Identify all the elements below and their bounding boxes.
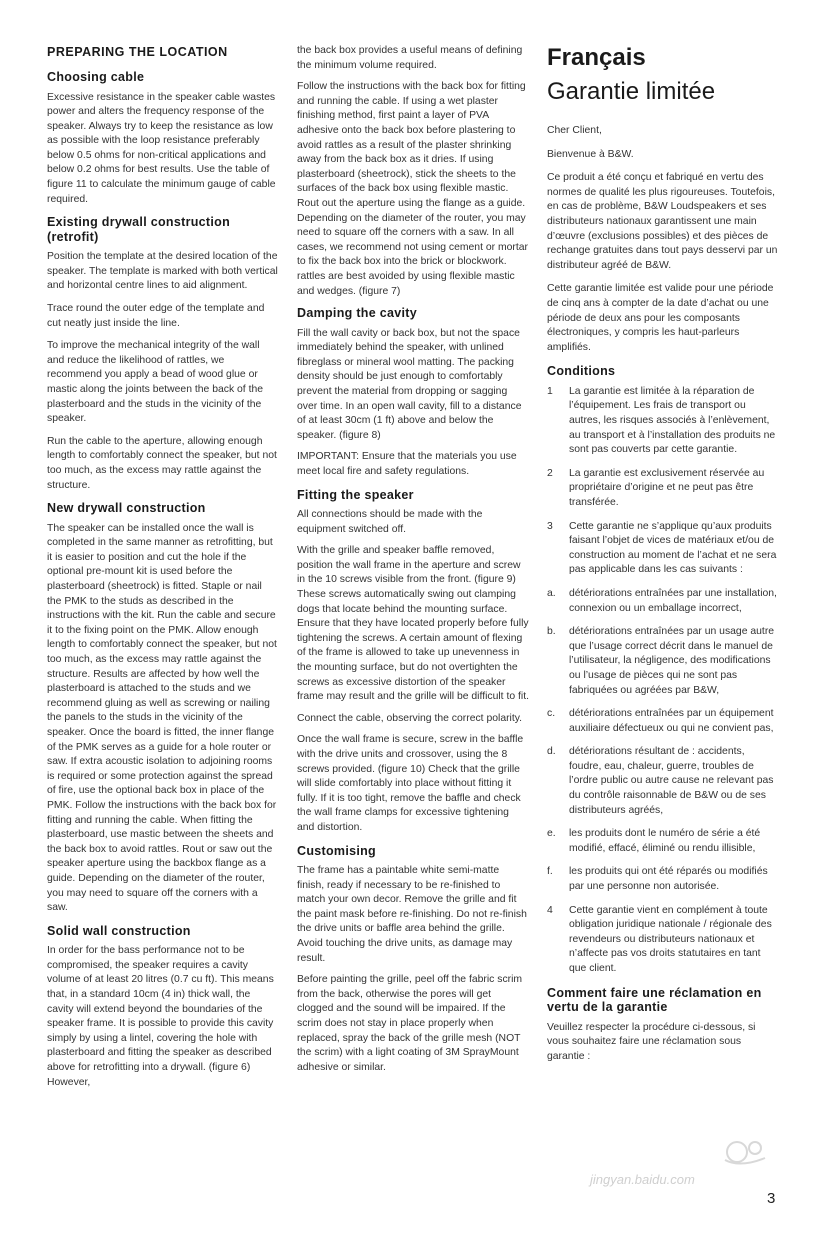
condition-item xyxy=(547,827,779,856)
column-english-middle xyxy=(297,44,529,1083)
condition-marker: 4 xyxy=(547,904,553,916)
section xyxy=(47,70,279,207)
section xyxy=(297,844,529,1076)
section-title: Solid wall construction xyxy=(47,923,191,938)
condition-text: Cette garantie ne s’applique qu’aux produits faisant l’objet de vices de matériaux et/ou de construction au moment de l’achat et ne sera pas applicable dans les cas suivants : xyxy=(569,520,777,576)
paragraph: the back box provides a useful means of defining the minimum volume required. xyxy=(297,45,523,71)
section-title: Existing drywall construction (retrofit) xyxy=(47,215,231,244)
section-title: Choosing cable xyxy=(47,70,145,84)
condition-text: détériorations résultant de : accidents, foudre, eau, chaleur, guerre, troubles de l’ordre public ou autre cause ne relevant pas du contrôle raisonnable de B&W ou de ses distributeurs agréés, xyxy=(569,746,774,816)
column-french xyxy=(547,44,779,1073)
section xyxy=(297,488,529,836)
paragraph: Excessive resistance in the speaker cable wastes power and alters the frequency response of the speaker. Always try to keep the resistance as low as possible with the loop resistance preferably below 0.5 ohms for non-critical applications and below 0.2 ohms for best results. Use the table of figure 11 to calculate the minimum gauge of cable required. xyxy=(47,91,276,205)
condition-marker: a. xyxy=(547,587,556,599)
section xyxy=(47,215,279,493)
condition-item xyxy=(547,467,779,511)
condition-text: détériorations entraînées par un équipement auxiliaire défectueux ou qui ne convient pas, xyxy=(569,708,774,734)
paragraph: To improve the mechanical integrity of the wall and reduce the likelihood of rattles, we recommend you apply a bead of wood glue or mastic along the joints between the back of the plasterboard and the studs in the vicinity of the speaker. xyxy=(47,340,264,425)
baidu-watermark-logo xyxy=(605,1130,775,1170)
claim-text: Veuillez respecter la procédure ci-dessous, si vous souhaitez faire une réclamation sous garantie : xyxy=(547,1021,756,1062)
paragraph: Cette garantie limitée est valide pour une période de cinq ans à compter de la date d’achat ou une période de deux ans pour les composants électroniques, y compris les haut-parleurs amplifiés. xyxy=(547,283,774,353)
paragraph: All connections should be made with the equipment switched off. xyxy=(297,509,483,535)
page-number: 3 xyxy=(767,1190,776,1207)
condition-item xyxy=(547,385,779,458)
condition-item xyxy=(547,904,779,977)
paragraph: The frame has a paintable white semi-matte finish, ready if necessary to be re-finished to match your own decor. Remove the grille and fit the paint mask before re-finishing. Do not re-finish the drive units or baffle area behind the grille. Avoid touching the drive units, as damage may result. xyxy=(297,865,527,964)
paragraph: Run the cable to the aperture, allowing enough length to comfortably connect the speaker, but not too much, as the excess may rattle against the structure. xyxy=(47,435,277,491)
condition-marker: f. xyxy=(547,866,553,878)
section-title: Fitting the speaker xyxy=(297,487,414,502)
paragraph: Trace round the outer edge of the template and cut neatly just inside the line. xyxy=(47,303,265,329)
paragraph: Bienvenue à B&W. xyxy=(547,148,634,160)
condition-text: La garantie est exclusivement réservée au propriétaire d’origine et ne peut pas être transférée. xyxy=(569,467,765,508)
condition-text: Cette garantie vient en complément à toute obligation juridique nationale / régionale des revendeurs ou distributeurs nationaux et n’affecte pas vos droits statutaires en tant que client. xyxy=(569,904,772,974)
paragraph: Fill the wall cavity or back box, but not the space immediately behind the speaker, with unlined fibreglass or mineral wool matting. The packing density should be just enough to comfortably prevent the material from dropping or sagging over time. In an open wall cavity, fill to a distance of at least 30cm (1 ft) above and below the speaker. (figure 8) xyxy=(297,327,522,441)
watermark-site-text: jingyan.baidu.com xyxy=(590,1172,695,1187)
paragraph: With the grille and speaker baffle removed, position the wall frame in the aperture and screw in the 10 screws visible from the front. (figure 9) These screws automatically swing out clamping dogs that locate behind the mounting surface. Ensure that they have located properly before fully tightening the screws. A certain amount of flexing of the frame is allowed to take up unevenness in the mounting surface, but do not overtighten the screws as excessive distortion of the speaker frame may result and the grille will be difficult to fit. xyxy=(297,545,529,703)
paragraph: Ce produit a été conçu et fabriqué en vertu des normes de qualité les plus rigoureuses. Toutefois, en cas de problème, B&W Loudspeakers et ses distributeurs nationaux garantissent une main d’œuvre (exclusions possibles) et des pièces de rechange gratuites dans tout pays desservi par un distributeur agréé de B&W. xyxy=(547,172,778,271)
condition-marker: e. xyxy=(547,828,556,840)
condition-item xyxy=(547,707,779,736)
section xyxy=(297,306,529,479)
condition-marker: 3 xyxy=(547,520,553,532)
condition-text: détériorations entraînées par une installation, connexion ou un emballage incorrect, xyxy=(569,587,777,614)
condition-text: La garantie est limitée à la réparation de l’équipement. Les frais de transport ou autres, les risques associés à l’enlèvement, au transport et à l’installation des produits ne sont pas couverts par cette garantie. xyxy=(569,385,776,456)
paragraph: The speaker can be installed once the wall is completed in the same manner as retrofitting, but it is easier to position and cut the hole if the optional pre-mount kit is used before the plasterboard (sheetrock) is fitted. Staple or nail the PMK to the studs as described in the instructions with the kit. Run the cable and secure it to the fixing point on the PMK. Allow enough length to comfortably connect the speaker, but not too much, as the excess may rattle against the structure. Results are affected by how well the plasterboard is attached to the studs and we recommend gluing as well as screwing or nailing the panels to the studs in the vicinity of the speaker. Once the board is fitted, the inner flange of the PMK serves as a guide for a hole router or saw. If extra acoustic isolation to adjoining rooms is required or some protection against the spread of fire, use the optional back box in place of the PMK. Follow the instructions with the back box for fitting and running the cable. When fitting the plasterboard, use mastic between the sheets and the back box to avoid rattles. Rout or saw out the speaker aperture using the backbox flange as a guide. Depending on the diameter of the router, you may need to square off the corners with a saw. xyxy=(47,522,277,914)
condition-marker: b. xyxy=(547,626,556,638)
paragraph: IMPORTANT: Ensure that the materials you use meet local fire and safety regulations. xyxy=(297,451,517,477)
section-title: New drywall construction xyxy=(47,501,206,516)
condition-marker: 2 xyxy=(547,467,553,479)
section-heading: PREPARING THE LOCATION xyxy=(47,45,228,59)
claim-heading: Comment faire une réclamation en vertu de la garantie xyxy=(547,985,762,1015)
warranty-title: Garantie limitée xyxy=(547,78,716,105)
condition-marker: c. xyxy=(547,708,556,720)
paragraph: Position the template at the desired location of the speaker. The template is marked with both vertical and horizontal centre lines to aid alignment. xyxy=(47,251,278,292)
language-title: Français xyxy=(547,44,646,71)
condition-item xyxy=(547,745,779,818)
paragraph: Once the wall frame is secure, screw in the baffle with the drive units and crossover, using the 8 screws provided. (figure 10) Check that the grille will slide comfortably into place without fitting it fully. If it is too tight, remove the baffle and check the wall frame clamps for excessive tightening and distortion. xyxy=(297,734,524,833)
section-title: Customising xyxy=(297,843,376,858)
condition-text: les produits dont le numéro de série a été modifié, effacé, éliminé ou rendu illisible, xyxy=(569,828,761,854)
column-english-left xyxy=(47,44,279,1098)
condition-item xyxy=(547,625,779,698)
condition-marker: d. xyxy=(547,746,556,758)
condition-item xyxy=(547,587,779,616)
section xyxy=(47,924,279,1090)
paragraph: In order for the bass performance not to be compromised, the speaker requires a cavity volume of at least 20 litres (0.7 cu ft). This means that, in a standard 10cm (4 in) thick wall, the cavity will extend beyond the boundaries of the speaker frame. It is possible to provide this cavity simply by using a lintel, covering the hole with plasterboard and fitting the speaker as described above for retrofitting into a drywall. (figure 6) However, xyxy=(47,945,274,1088)
paragraph: Connect the cable, observing the correct polarity. xyxy=(297,712,523,724)
section xyxy=(47,501,279,916)
condition-item xyxy=(547,520,779,578)
condition-marker: 1 xyxy=(547,385,553,397)
condition-item xyxy=(547,865,779,894)
section-title: Damping the cavity xyxy=(297,306,418,321)
paragraph: Cher Client, xyxy=(547,125,602,136)
paragraph: Follow the instructions with the back box for fitting and running the cable. If using a wet plaster finishing method, first paint a layer of PVA adhesive onto the back box before plastering to avoid rattles as a result of the plaster shrinking away from the back box as it dries. If using plasterboard (sheetrock), stick the sheets to the surfaces of the back box using flexible mastic. Rout out the aperture using the flange as a guide. Depending on the diameter of the router, you may need to square off the corners with a saw. In all cases, we recommend not using cement or mortar to fix the back box into the brick or blockwork. rattles are best avoided by using flexible mastic and wedges. (figure 7) xyxy=(297,81,528,297)
conditions-heading: Conditions xyxy=(547,364,616,379)
paragraph: Before painting the grille, peel off the fabric scrim from the back, otherwise the pores will get clogged and the sound will be impaired. If the scrim does not stay in place properly when replaced, spray the back of the grille mesh (NOT the scrim) with a light coating of 3M SprayMount adhesive or similar. xyxy=(297,974,523,1073)
condition-text: les produits qui ont été réparés ou modifiés par une personne non autorisée. xyxy=(569,866,768,893)
condition-text: détériorations entraînées par un usage autre que l’usage correct décrit dans le manuel de l’utilisateur, la négligence, des modifications ou l’usage de pièces qui ne sont pas fabriquées ou agréées par B&W, xyxy=(569,626,775,696)
